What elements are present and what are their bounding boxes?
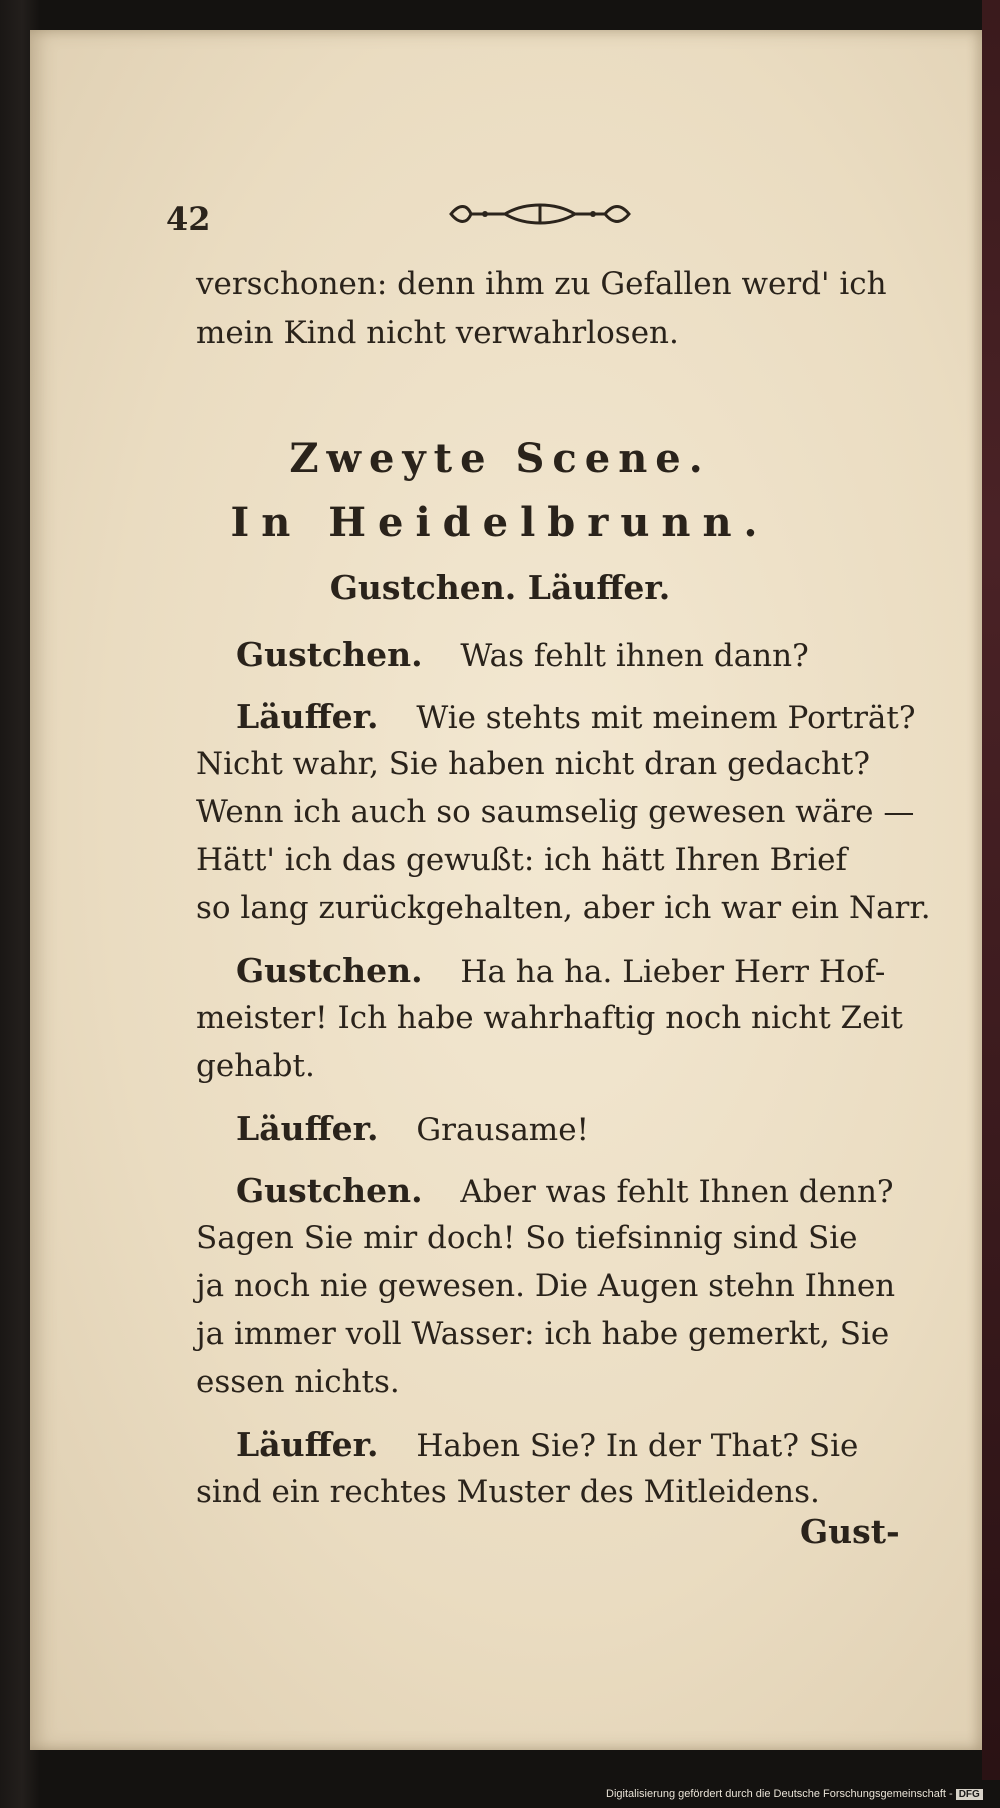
dialogue-line: so lang zurückgehalten, aber ich war ein Narr. — [196, 890, 931, 926]
speaker-name: Gustchen. — [236, 1171, 423, 1210]
dfg-logo: DFG — [956, 1789, 983, 1800]
speaker-name: Läuffer. — [236, 1109, 379, 1148]
dialogue-line: ja immer voll Wasser: ich habe gemerkt, Sie — [196, 1316, 890, 1352]
body-line-1: verschonen: denn ihm zu Gefallen werd' ich — [196, 266, 887, 302]
dialogue-line: Nicht wahr, Sie haben nicht dran gedacht? — [196, 746, 870, 782]
dialogue-line: Hätt' ich das gewußt: ich hätt Ihren Brief — [196, 842, 847, 878]
dialogue-block-2 — [236, 694, 915, 741]
dialogue-line: Sagen Sie mir doch! So tiefsinnig sind Sie — [196, 1220, 858, 1256]
dialogue-line: meister! Ich habe wahrhaftig noch nicht Zeit — [196, 1000, 903, 1036]
dialogue-line: gehabt. — [196, 1048, 315, 1084]
dialogue-line: ja noch nie gewesen. Die Augen stehn Ihnen — [196, 1268, 896, 1304]
speaker-name: Läuffer. — [236, 697, 379, 736]
speaker-name: Gustchen. — [236, 635, 423, 674]
catchword: Gust- — [800, 1512, 900, 1551]
dialogue-line: sind ein rechtes Muster des Mitleidens. — [196, 1474, 820, 1510]
dialogue-block-3 — [236, 948, 885, 995]
dialogue-block-5 — [236, 1168, 894, 1215]
dialogue-line: Ha ha ha. Lieber Herr Hof- — [460, 954, 886, 990]
dialogue-line: Aber was fehlt Ihnen denn? — [460, 1174, 894, 1210]
speaker-name: Gustchen. — [236, 951, 423, 990]
scene-title: Zweyte Scene. — [289, 435, 711, 482]
dialogue-line: Wenn ich auch so saumselig gewesen wäre — — [196, 794, 915, 830]
dialogue-line: essen nichts. — [196, 1364, 400, 1400]
footer-text: Digitalisierung gefördert durch die Deutsche Forschungsgemeinschaft - — [606, 1788, 953, 1800]
speaker-name: Läuffer. — [236, 1425, 379, 1464]
scene-location: In Heidelbrunn. — [230, 499, 770, 546]
dialogue-line: Was fehlt ihnen dann? — [460, 638, 809, 674]
scene-characters: Gustchen. Läuffer. — [329, 568, 671, 607]
dialogue-line: Haben Sie? In der That? Sie — [416, 1428, 859, 1464]
dialogue-block-1 — [236, 632, 809, 679]
digitization-footer — [606, 1788, 983, 1800]
dialogue-block-4 — [236, 1106, 589, 1153]
dialogue-line: Grausame! — [416, 1112, 589, 1148]
dialogue-line: Wie stehts mit meinem Porträt? — [416, 700, 916, 736]
dialogue-block-6 — [236, 1422, 858, 1469]
page-number: 42 — [166, 200, 211, 238]
body-line-2: mein Kind nicht verwahrlosen. — [196, 315, 679, 351]
